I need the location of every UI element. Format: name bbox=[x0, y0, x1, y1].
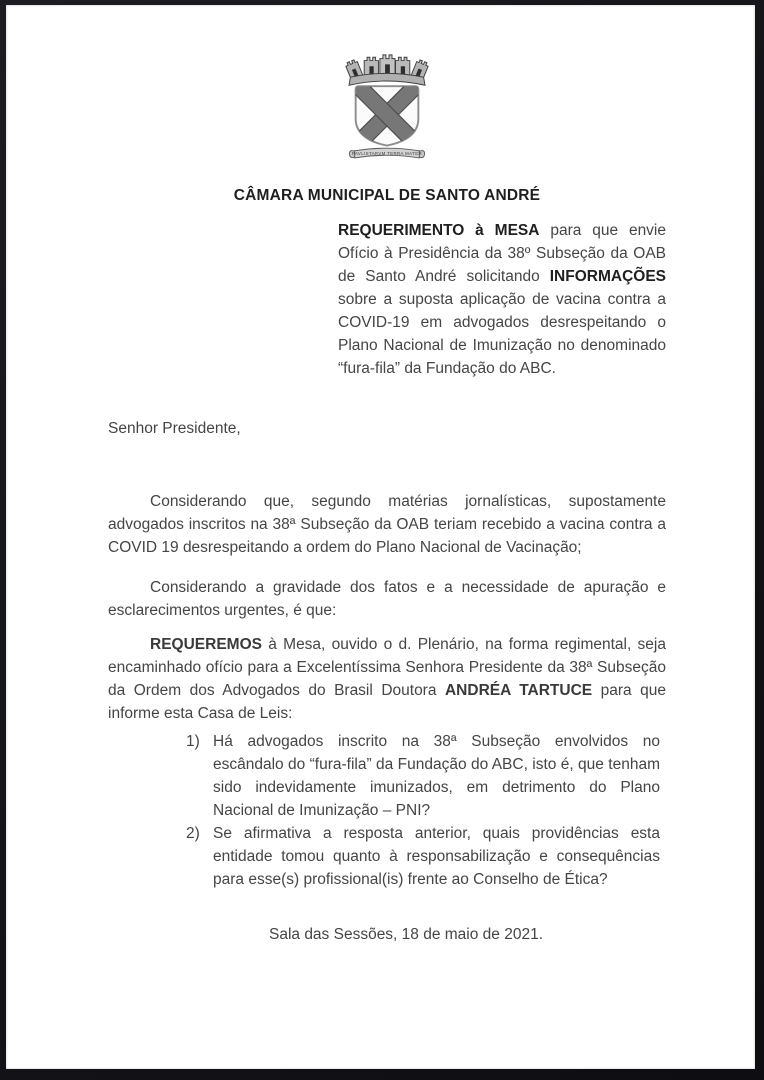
question-number: 2) bbox=[186, 825, 200, 842]
paragraph-considerando-2: Considerando a gravidade dos fatos e a necessidade de apuração e esclarecimentos urgentes, é que: bbox=[108, 579, 666, 619]
p3-text-1: à Mesa, ouvido o d. Plenário, na forma regimental, seja encaminhado ofício para a Excelentíssima Senhora Presidente da 38ª Subseção da Ordem dos Advogados do Brasil Doutora bbox=[108, 636, 666, 699]
santo-andre-coat-of-arms-icon bbox=[328, 52, 446, 166]
salutation: Senhor Presidente, bbox=[108, 420, 241, 437]
paragraph-considerando-1: Considerando que, segundo matérias jornalísticas, supostamente advogados inscritos na 38ª Subseção da OAB teriam recebido a vacina contra a COVID 19 desrespeitando a ordem do Plano Nacional de Vacinação; bbox=[108, 493, 666, 556]
p3-text-2: para que informe esta Casa de Leis: bbox=[108, 682, 667, 722]
document-page bbox=[6, 5, 755, 1069]
summary-text-1: para que envie Ofício à Presidência da 38º Subseção da OAB de Santo André solicitando bbox=[338, 222, 666, 285]
p3-bold-requeremos: REQUEREMOS bbox=[150, 636, 262, 653]
list-item bbox=[186, 730, 660, 822]
p3-bold-andrea-tartuce: ANDRÉA TARTUCE bbox=[444, 682, 593, 699]
shield-saltire-icon bbox=[349, 77, 425, 153]
paragraph-requeremos bbox=[108, 633, 666, 725]
list-item bbox=[186, 822, 660, 891]
question-text: Há advogados inscrito na 38ª Subseção envolvidos no escândalo do “fura-fila” da Fundação do ABC, isto é, que tenham sido indevidamente imunizados, em detrimento do Plano Nacional de Imunização – PNI? bbox=[213, 733, 660, 819]
motto-scroll-icon bbox=[349, 148, 424, 158]
summary-bold-requerimento: REQUERIMENTO à MESA bbox=[338, 222, 540, 239]
question-text: Se afirmativa a resposta anterior, quais providências esta entidade tomou quanto à responsabilização e consequências para esse(s) profissional(is) frente ao Conselho de Ética? bbox=[213, 825, 660, 888]
summary-bold-informacoes: INFORMAÇÕES bbox=[549, 268, 666, 285]
question-list bbox=[186, 730, 660, 891]
institution-title: CÂMARA MUNICIPAL DE SANTO ANDRÉ bbox=[233, 187, 541, 204]
mural-crown-icon bbox=[345, 55, 429, 85]
summary-text-2: sobre a suposta aplicação de vacina contra a COVID-19 em advogados desrespeitando o Plano Nacional de Imunização no denominado “fura-fila” da Fundação do ABC. bbox=[338, 291, 666, 377]
question-number: 1) bbox=[186, 733, 200, 750]
closing-date-line: Sala das Sessões, 18 de maio de 2021. bbox=[268, 926, 544, 943]
motto-text: PAVLISTARVM TERRA MATER bbox=[351, 151, 423, 157]
summary-ementa bbox=[338, 219, 666, 380]
document-content bbox=[6, 52, 755, 946]
